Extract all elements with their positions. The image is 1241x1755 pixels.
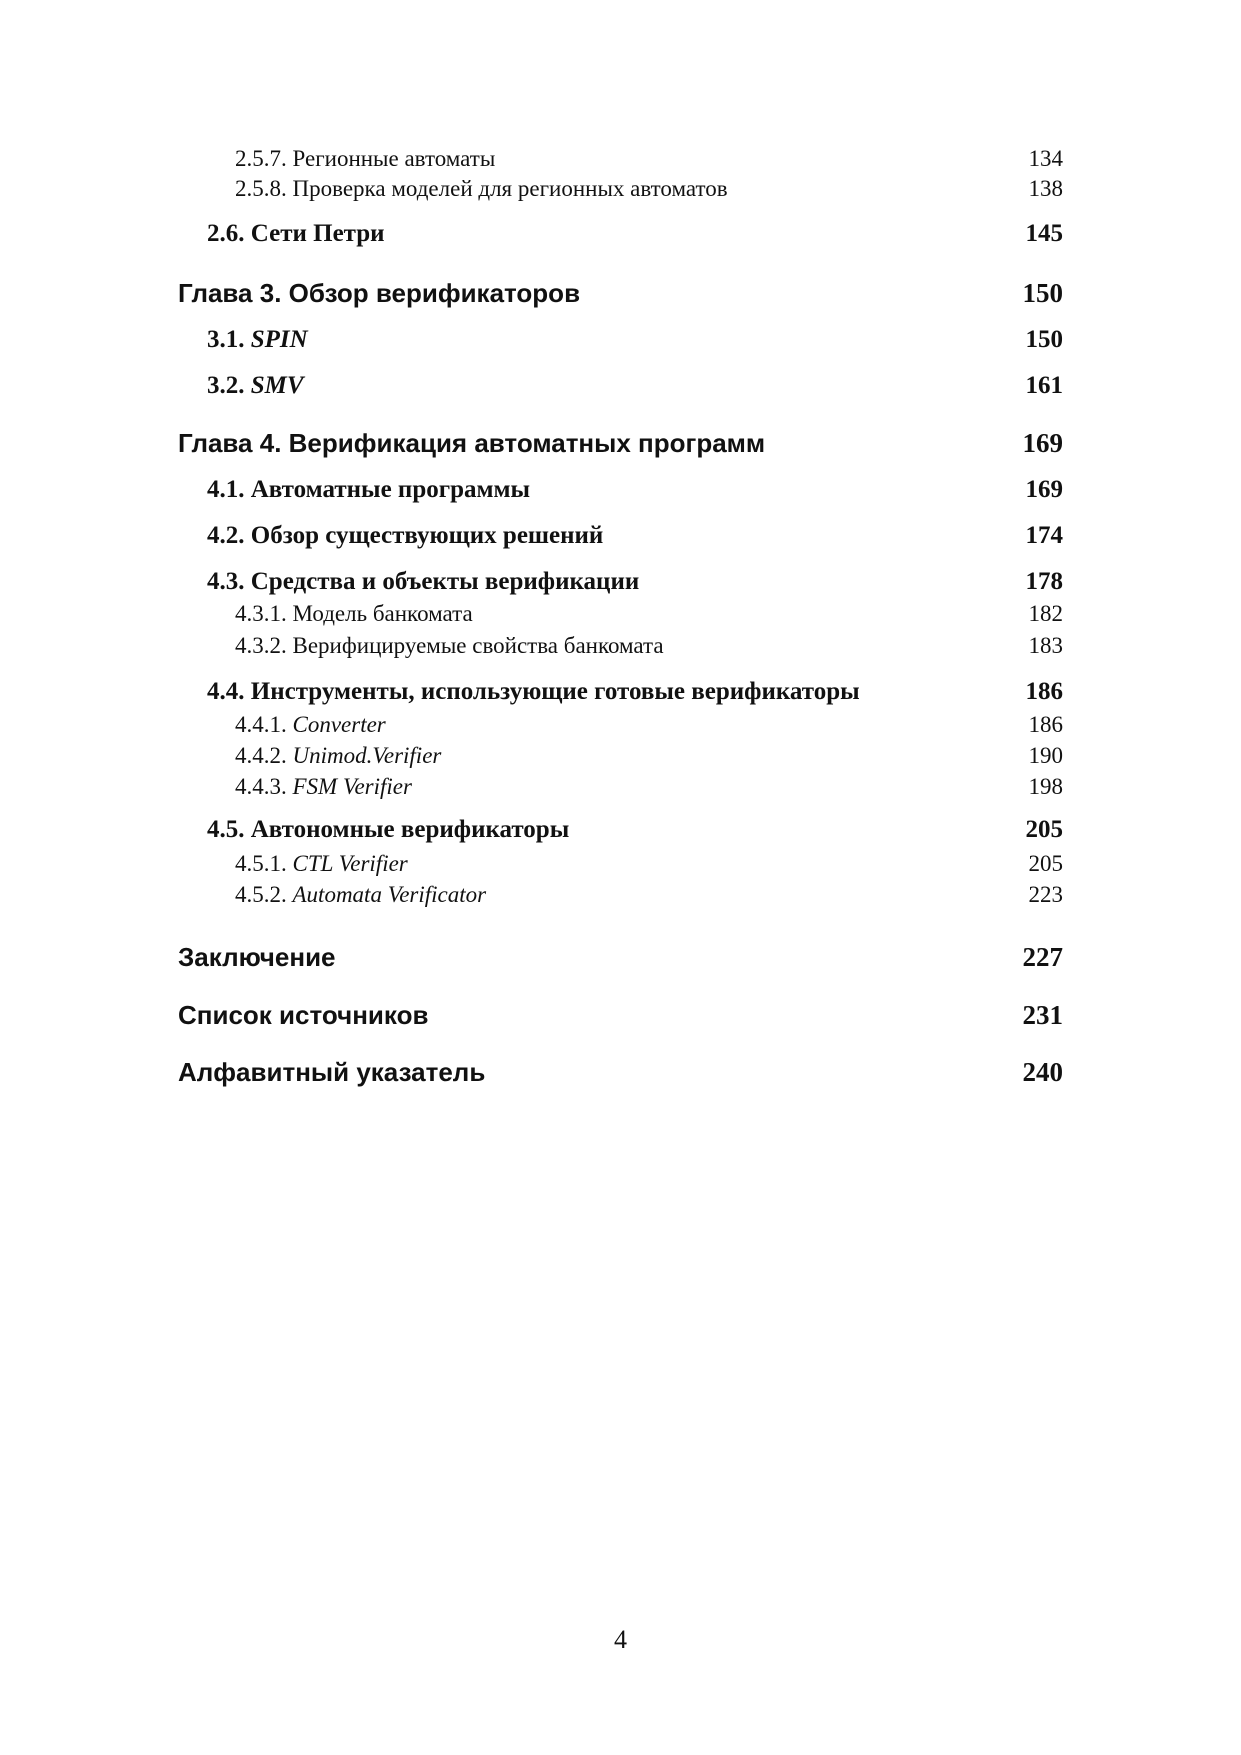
- toc-entry-title: 4.4.3. FSM Verifier: [235, 774, 412, 799]
- toc-entry-title: Алфавитный указатель: [178, 1057, 486, 1087]
- toc-entry[interactable]: [235, 176, 1063, 204]
- toc-entry-title: 4.3.2. Верифицируемые свойства банкомата: [235, 633, 664, 658]
- toc-entry-title: 2.5.7. Регионные автоматы: [235, 146, 496, 171]
- toc-entry[interactable]: [207, 678, 1063, 710]
- toc-entry[interactable]: [207, 568, 1063, 600]
- toc-entry-page: 205: [1028, 851, 1063, 876]
- toc-entry-page: 240: [1022, 1057, 1063, 1087]
- toc-entry[interactable]: [235, 601, 1063, 629]
- toc-entry-page: 169: [1025, 476, 1063, 503]
- toc-entry-title: Заключение: [178, 942, 336, 972]
- toc-entry[interactable]: [207, 326, 1063, 358]
- toc-chapter-entry[interactable]: [178, 1000, 1063, 1034]
- toc-entry-page: 223: [1028, 882, 1063, 907]
- toc-entry-page: 145: [1025, 220, 1063, 247]
- toc-entry[interactable]: [235, 774, 1063, 802]
- toc-entry[interactable]: [235, 882, 1063, 910]
- toc-entry-title: Список источников: [178, 1000, 429, 1030]
- toc-entry-page: 169: [1022, 428, 1063, 458]
- toc-entry-page: 190: [1028, 743, 1063, 768]
- toc-entry[interactable]: [235, 633, 1063, 661]
- toc-entry-page: 186: [1025, 678, 1063, 705]
- toc-entry-title: 4.3.1. Модель банкомата: [235, 601, 473, 626]
- toc-chapter-entry[interactable]: [178, 942, 1063, 976]
- toc-entry-page: 183: [1028, 633, 1063, 658]
- toc-entry-title: 4.5.2. Automata Verificator: [235, 882, 487, 907]
- toc-entry-page: 134: [1028, 146, 1063, 171]
- toc-entry[interactable]: [235, 851, 1063, 879]
- toc-entry-title: 2.5.8. Проверка моделей для регионных автоматов: [235, 176, 728, 201]
- toc-entry-page: 186: [1028, 712, 1063, 737]
- toc-entry-page: 150: [1022, 278, 1063, 308]
- toc-entry-title: 4.5. Автономные верификаторы: [207, 816, 570, 843]
- toc-entry-title: 2.6. Сети Петри: [207, 220, 385, 247]
- toc-entry-title: 4.4.2. Unimod.Verifier: [235, 743, 442, 768]
- toc-entry-page: 227: [1022, 942, 1063, 972]
- toc-entry-title: 3.2. SMV: [207, 372, 304, 399]
- toc-entry-title: 4.2. Обзор существующих решений: [207, 522, 604, 549]
- toc-entry-page: 161: [1025, 372, 1063, 399]
- toc-entry[interactable]: [235, 146, 1063, 174]
- toc-entry[interactable]: [207, 522, 1063, 554]
- page-number: 4: [614, 1625, 627, 1654]
- toc-chapter-entry[interactable]: [178, 428, 1063, 462]
- toc-entry-title: 4.1. Автоматные программы: [207, 476, 531, 503]
- toc-entry-title: 4.4.1. Converter: [235, 712, 386, 737]
- toc-entry[interactable]: [207, 220, 1063, 252]
- toc-entry-title: 4.3. Средства и объекты верификации: [207, 568, 640, 595]
- toc-entry-title: 4.4. Инструменты, использующие готовые верификаторы: [207, 678, 860, 705]
- toc-entry[interactable]: [207, 816, 1063, 848]
- toc-entry-page: 178: [1025, 568, 1063, 595]
- toc-entry-page: 138: [1028, 176, 1063, 201]
- toc-entry-title: 4.5.1. CTL Verifier: [235, 851, 408, 876]
- toc-entry-title: Глава 4. Верификация автоматных программ: [178, 428, 766, 458]
- toc-entry[interactable]: [207, 372, 1063, 404]
- toc-entry-page: 231: [1022, 1000, 1063, 1030]
- toc-entry-page: 182: [1028, 601, 1063, 626]
- toc-entry-title: 3.1. SPIN: [207, 326, 308, 353]
- toc-entry[interactable]: [235, 743, 1063, 771]
- toc-entry-page: 150: [1025, 326, 1063, 353]
- toc-entry[interactable]: [235, 712, 1063, 740]
- toc-entry-page: 174: [1025, 522, 1063, 549]
- toc-entry-title: Глава 3. Обзор верификаторов: [178, 278, 581, 308]
- toc-entry-page: 205: [1025, 816, 1063, 843]
- toc-chapter-entry[interactable]: [178, 1057, 1063, 1091]
- toc-entry[interactable]: [207, 476, 1063, 508]
- toc-entry-page: 198: [1028, 774, 1063, 799]
- toc-chapter-entry[interactable]: [178, 278, 1063, 312]
